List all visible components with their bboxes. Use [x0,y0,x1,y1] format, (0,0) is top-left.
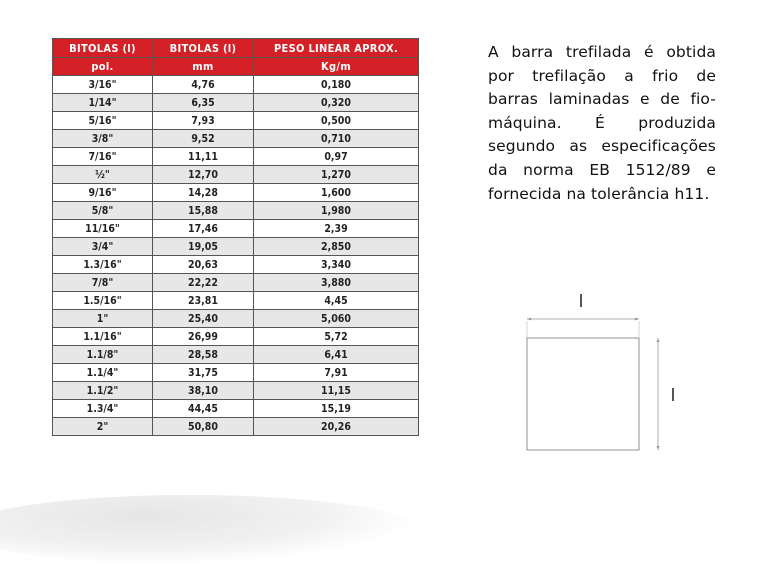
cell-inch: 1" [53,310,153,328]
cell-inch: 1/14" [53,94,153,112]
table-row [53,238,419,256]
width-arrow-right [635,318,639,321]
table-row [53,94,419,112]
cell-mm: 6,35 [153,94,254,112]
table-row [53,328,419,346]
cell-weight: 1,980 [254,202,419,220]
cell-inch: 1.1/16" [53,328,153,346]
cell-mm: 38,10 [153,382,254,400]
table-row [53,202,419,220]
cell-inch: 1.5/16" [53,292,153,310]
table-row [53,346,419,364]
cell-inch: 3/8" [53,130,153,148]
unit-inch: pol. [53,58,153,76]
square-bar-diagram [515,285,695,465]
width-arrow-left [527,318,531,321]
table-row [53,364,419,382]
header-linear-weight: PESO LINEAR APROX. [254,39,419,58]
table-row [53,184,419,202]
gauge-table [52,38,419,436]
cell-mm: 22,22 [153,274,254,292]
cell-mm: 25,40 [153,310,254,328]
cell-mm: 28,58 [153,346,254,364]
cell-weight: 11,15 [254,382,419,400]
cell-weight: 20,26 [254,418,419,436]
cell-weight: 3,340 [254,256,419,274]
unit-kgm: Kg/m [254,58,419,76]
cell-mm: 19,05 [153,238,254,256]
cell-inch: 11/16" [53,220,153,238]
table-row [53,166,419,184]
cell-inch: 3/16" [53,76,153,94]
cell-weight: 5,060 [254,310,419,328]
height-arrow-top [657,338,660,342]
cell-weight: 2,39 [254,220,419,238]
table-row [53,256,419,274]
cell-weight: 1,600 [254,184,419,202]
table-row [53,400,419,418]
square-section [527,338,639,450]
cell-inch: 2" [53,418,153,436]
cell-inch: 5/16" [53,112,153,130]
cell-inch: 3/4" [53,238,153,256]
cell-inch: 9/16" [53,184,153,202]
cell-weight: 4,45 [254,292,419,310]
table-row [53,310,419,328]
cell-mm: 44,45 [153,400,254,418]
cell-inch: 1.3/16" [53,256,153,274]
cell-mm: 26,99 [153,328,254,346]
cell-mm: 31,75 [153,364,254,382]
cell-mm: 7,93 [153,112,254,130]
cell-inch: 1.1/4" [53,364,153,382]
cell-inch: 7/16" [53,148,153,166]
table-row [53,292,419,310]
cell-mm: 12,70 [153,166,254,184]
cell-inch: 1.1/2" [53,382,153,400]
table-row [53,130,419,148]
table-row [53,220,419,238]
cell-weight: 0,500 [254,112,419,130]
unit-mm: mm [153,58,254,76]
height-label: l [670,386,676,406]
cell-weight: 1,270 [254,166,419,184]
cell-mm: 9,52 [153,130,254,148]
table-row [53,148,419,166]
cell-weight: 0,710 [254,130,419,148]
cell-mm: 15,88 [153,202,254,220]
cell-mm: 11,11 [153,148,254,166]
cell-mm: 4,76 [153,76,254,94]
header-gauge-inch: BITOLAS (l) [53,39,153,58]
table-row [53,76,419,94]
table-row [53,418,419,436]
background-swoosh [0,495,420,565]
cell-mm: 20,63 [153,256,254,274]
table-units-row [53,58,419,76]
cell-inch: 1.1/8" [53,346,153,364]
table-header-row [53,39,419,58]
cell-weight: 2,850 [254,238,419,256]
cell-weight: 15,19 [254,400,419,418]
cell-inch: 1.3/4" [53,400,153,418]
cell-inch: 5/8" [53,202,153,220]
description-text: A barra trefilada é obtida por trefilação a frio de barras laminadas e de fio-máquina. É produzida segundo as especificações da norma EB 1512/89 e fornecida na tolerância h11. [488,43,716,203]
cell-weight: 5,72 [254,328,419,346]
cell-mm: 14,28 [153,184,254,202]
cell-weight: 0,320 [254,94,419,112]
cell-mm: 23,81 [153,292,254,310]
cell-inch: ½" [53,166,153,184]
table-row [53,382,419,400]
table-row [53,274,419,292]
cell-weight: 0,180 [254,76,419,94]
cell-weight: 7,91 [254,364,419,382]
header-gauge-mm: BITOLAS (l) [153,39,254,58]
width-label: l [578,292,584,312]
cell-mm: 50,80 [153,418,254,436]
height-arrow-bottom [657,446,660,450]
cell-mm: 17,46 [153,220,254,238]
cell-weight: 3,880 [254,274,419,292]
cell-weight: 0,97 [254,148,419,166]
table-row [53,112,419,130]
cell-inch: 7/8" [53,274,153,292]
cell-weight: 6,41 [254,346,419,364]
